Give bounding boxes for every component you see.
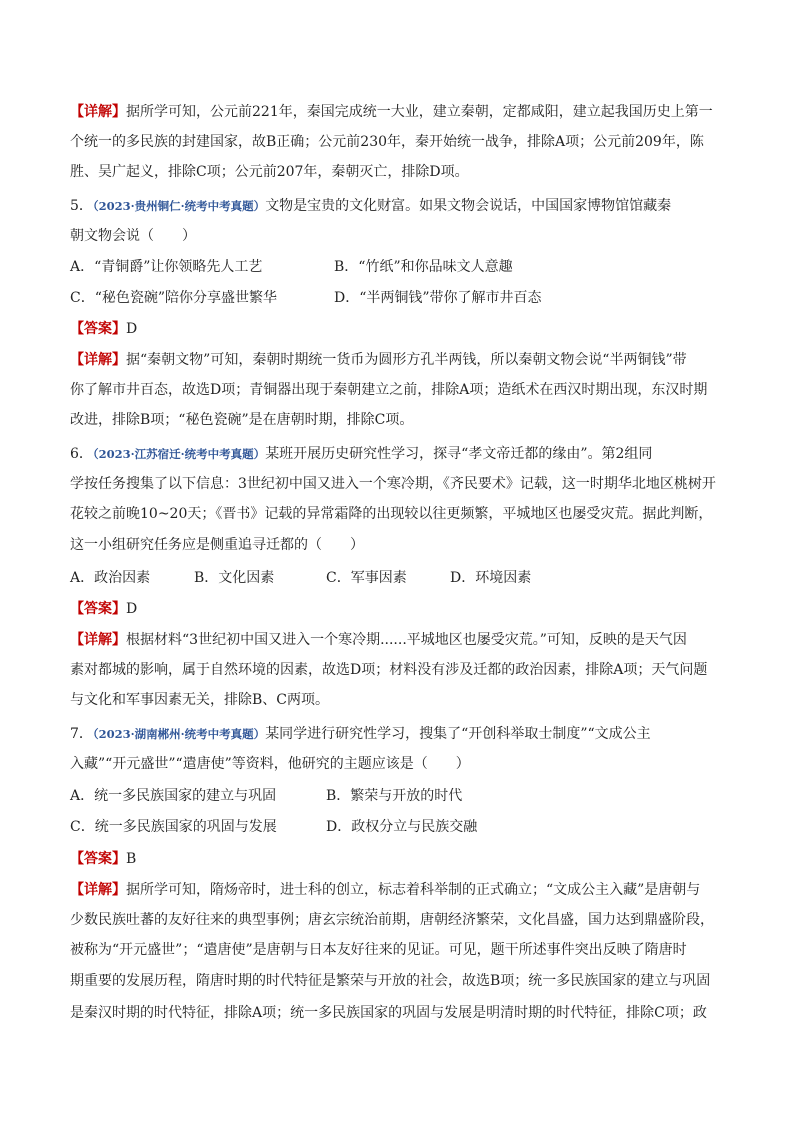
q7-detail-line-1	[70, 880, 722, 900]
option-d: D．政权分立与民族交融	[326, 819, 478, 835]
detail-text: 据“秦朝文物”可知，秦朝时期统一货币为圆形方孔半两钱，所以秦朝文物会说“半两铜钱”带	[126, 352, 687, 368]
q7-detail-line-3: 被称为“开元盛世”；“遣唐使”是唐朝与日本友好往来的见证。可见，题干所述事件突出反映了隋唐时	[70, 942, 687, 958]
option-c: C．军事因素	[326, 570, 407, 586]
answer-value: D	[126, 321, 138, 337]
q5-options-row-1	[70, 257, 722, 277]
answer-tag: 【答案】	[70, 601, 126, 617]
q7-detail-line-5: 是秦汉时期的时代特征，排除A项；统一多民族国家的巩固与发展是明清时期的时代特征，排除C项；政	[70, 1005, 707, 1021]
option-b: B．“竹纸”和你品味文人意趣	[334, 259, 513, 275]
option-b: B．繁荣与开放的时代	[326, 788, 463, 804]
question-number: 5．	[70, 198, 93, 214]
detail-text: 根据材料“3世纪初中国又进入一个寒冷期......平城地区也屡受灾荒。”可知，反映的是天气因	[126, 632, 687, 648]
question-source: （2023·江苏宿迁·统考中考真题）	[92, 447, 266, 461]
question-stem: 文物是宝贵的文化财富。如果文物会说话，中国国家博物馆馆藏秦	[265, 198, 672, 214]
q5-stem-line-2: 朝文物会说（ ）	[70, 228, 196, 244]
q7-answer	[70, 849, 722, 869]
answer-value: D	[126, 601, 138, 617]
answer-value: B	[126, 851, 137, 867]
q5-detail-line-1	[70, 350, 722, 370]
q7-options-row-1	[70, 786, 722, 806]
q6-detail-line-2: 素对都城的影响，属于自然环境的因素，故选D项；材料没有涉及迁都的政治因素，排除A项；天气问题	[70, 662, 708, 678]
detail-tag: 【详解】	[70, 352, 126, 368]
question-source: （2023·湖南郴州·统考中考真题）	[92, 727, 266, 741]
option-d: D．环境因素	[450, 570, 532, 586]
q7-stem-line-1	[70, 724, 722, 744]
q6-stem-line-2: 学按任务搜集了以下信息：3世纪初中国又进入一个寒冷期，《齐民要术》记载，这一时期华北地区桃树开	[70, 476, 716, 492]
option-d: D．“半两铜钱”带你了解市井百态	[334, 290, 542, 306]
q6-detail-line-1	[70, 630, 722, 650]
detail-tag: 【详解】	[70, 632, 126, 648]
answer-tag: 【答案】	[70, 321, 126, 337]
question-stem: 某同学进行研究性学习，搜集了“开创科举取士制度”“文成公主	[265, 726, 651, 742]
answer-tag: 【答案】	[70, 851, 126, 867]
question-stem: 某班开展历史研究性学习，探寻“孝文帝迁都的缘由”。第2组同	[265, 446, 653, 462]
q6-options-row	[70, 568, 722, 588]
q4-detail-line-3: 胜、吴广起义，排除C项；公元前207年，秦朝灭亡，排除D项。	[70, 164, 469, 180]
q7-detail-line-2: 少数民族吐蕃的友好往来的典型事例；唐玄宗统治前期，唐朝经济繁荣，文化昌盛，国力达到鼎盛阶段，	[70, 912, 714, 928]
q6-stem-line-1	[70, 444, 722, 464]
q5-options-row-2	[70, 288, 722, 308]
option-c: C．统一多民族国家的巩固与发展	[70, 819, 277, 835]
question-source: （2023·贵州铜仁·统考中考真题）	[92, 199, 266, 213]
question-number: 6．	[70, 446, 93, 462]
q5-answer	[70, 319, 722, 339]
q5-detail-line-2: 你了解市井百态，故选D项；青铜器出现于秦朝建立之前，排除A项；造纸术在西汉时期出现，东汉时期	[70, 382, 708, 398]
q6-stem-line-3: 花较之前晚10~20天；《晋书》记载的异常霜降的出现较以往更频繁，平城地区也屡受灾荒。据此判断，	[70, 506, 713, 522]
detail-text: 据所学可知，公元前221年，秦国完成统一大业，建立秦朝，定都咸阳，建立起我国历史上第一	[126, 104, 713, 120]
q7-options-row-2	[70, 817, 722, 837]
question-number: 7．	[70, 726, 93, 742]
q6-stem-line-4: 这一小组研究任务应是侧重追寻迁都的（ ）	[70, 537, 364, 553]
q7-detail-line-4: 期重要的发展历程，隋唐时期的时代特征是繁荣与开放的社会，故选B项；统一多民族国家的建立与巩固	[70, 973, 711, 989]
q5-stem-line-1	[70, 196, 722, 216]
option-a: A．政治因素	[70, 570, 151, 586]
option-c: C．“秘色瓷碗”陪你分享盛世繁华	[70, 290, 278, 306]
detail-tag: 【详解】	[70, 882, 126, 898]
q4-detail-line-2: 个统一的多民族的封建国家，故B正确；公元前230年，秦开始统一战争，排除A项；公元前209年，陈	[70, 134, 704, 150]
q6-answer	[70, 599, 722, 619]
detail-text: 据所学可知，隋炀帝时，进士科的创立，标志着科举制的正式确立；“文成公主入藏”是唐朝与	[126, 882, 701, 898]
detail-tag: 【详解】	[70, 104, 126, 120]
q7-stem-line-2: 入藏”“开元盛世”“遣唐使”等资料，他研究的主题应该是（ ）	[70, 756, 470, 772]
q6-detail-line-3: 与文化和军事因素无关，排除B、C两项。	[70, 692, 329, 708]
option-a: A．统一多民族国家的建立与巩固	[70, 788, 277, 804]
q4-detail-line-1	[70, 102, 722, 122]
q5-detail-line-3: 改进，排除B项；“秘色瓷碗”是在唐朝时期，排除C项。	[70, 412, 414, 428]
option-a: A．“青铜爵”让你领略先人工艺	[70, 259, 263, 275]
option-b: B．文化因素	[194, 570, 275, 586]
